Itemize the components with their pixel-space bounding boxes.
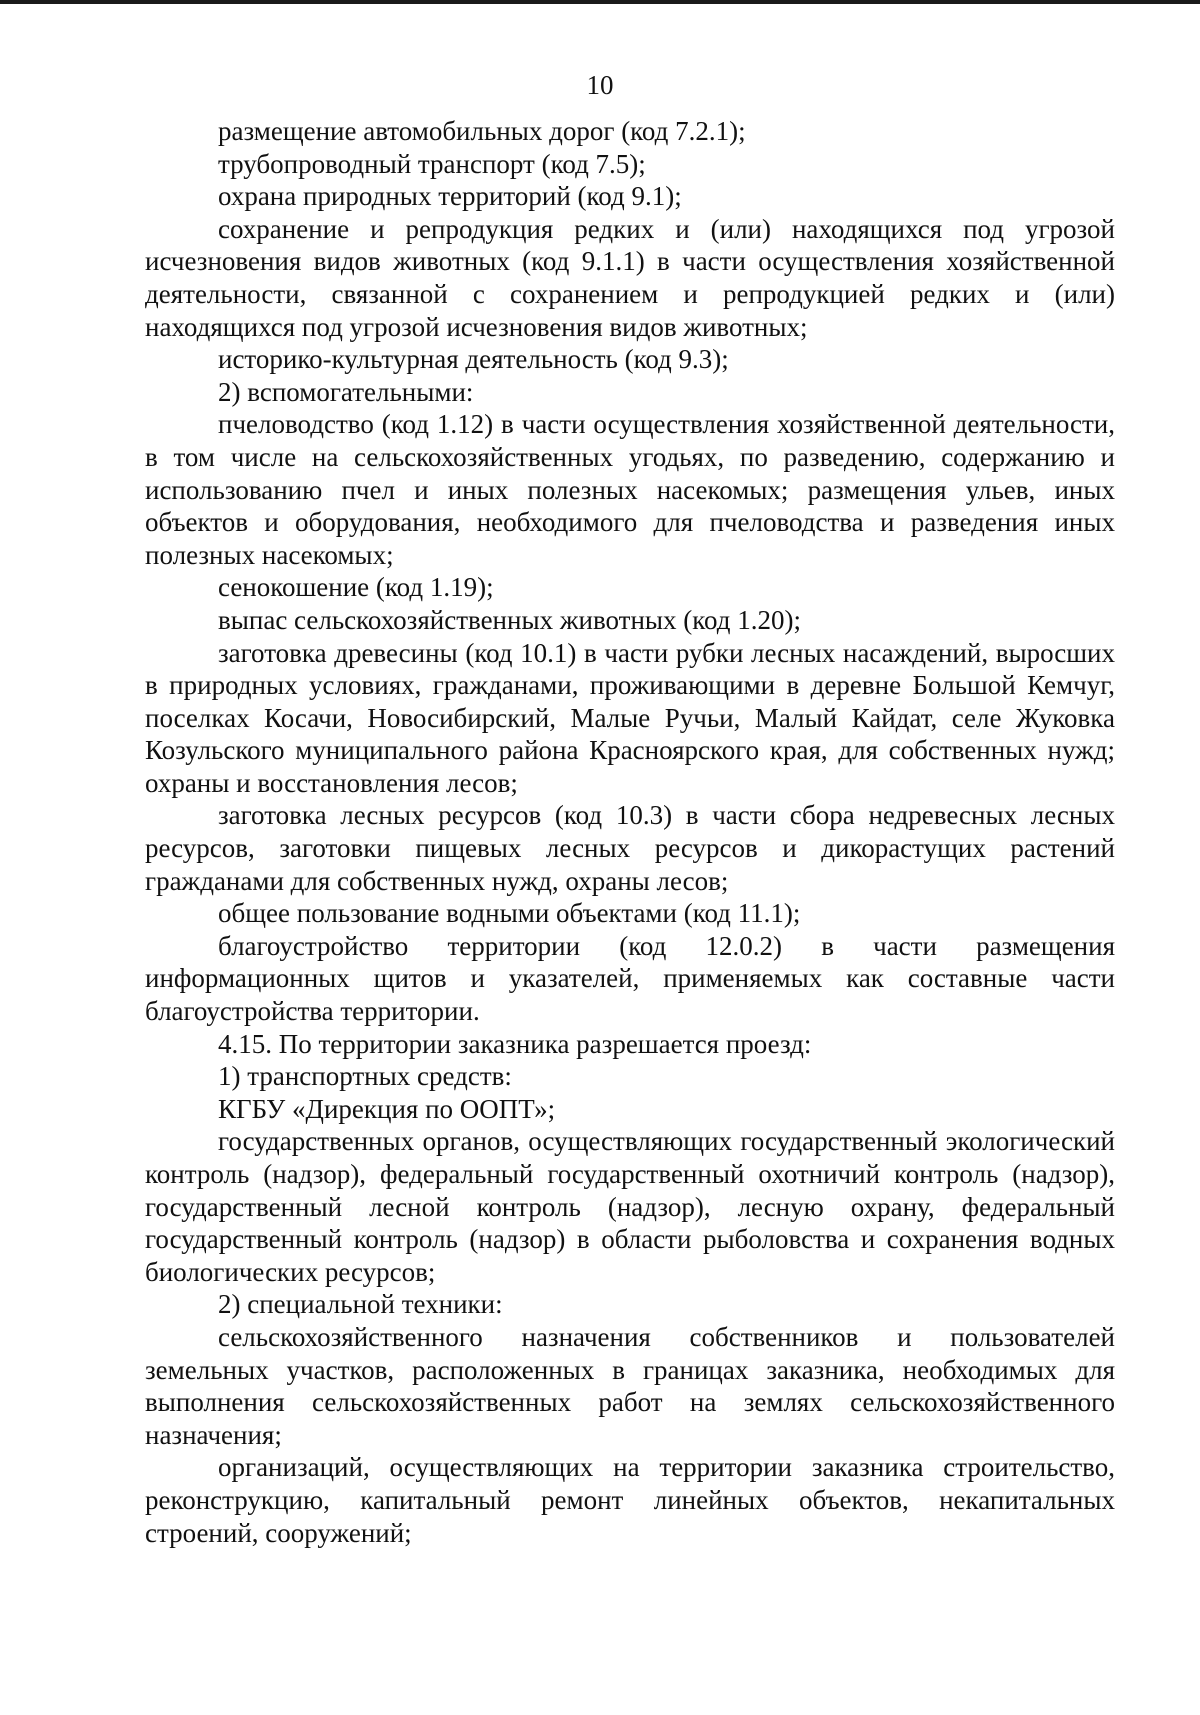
paragraph: сельскохозяйственного назначения собственников и пользователей земельных участков, расположенных в границах заказника, необходимых для выполнения сельскохозяйственных работ на землях сельскохозяйственного назначения; xyxy=(145,1321,1115,1450)
paragraph: благоустройство территории (код 12.0.2) в части размещения информационных щитов и указателей, применяемых как составные части благоустройства территории. xyxy=(145,930,1115,1027)
paragraph: организаций, осуществляющих на территории заказника строительство, реконструкцию, капитальный ремонт линейных объектов, некапитальных строений, сооружений; xyxy=(145,1452,1115,1548)
paragraph: заготовка лесных ресурсов (код 10.3) в части сбора недревесных лесных ресурсов, заготовки пищевых лесных ресурсов и дикорастущих растений гражданами для собственных нужд, охраны лесов; xyxy=(145,800,1115,896)
page-number: 10 xyxy=(586,70,614,100)
paragraph: общее пользование водными объектами (код 11.1); xyxy=(218,898,801,929)
paragraph: сохранение и репродукция редких и (или) находящихся под угрозой исчезновения видов животных (код 9.1.1) в части осуществления хозяйственной деятельности, связанной с сохранением и репродукцией редких и (или) находящихся под угрозой исчезновения видов животных; xyxy=(145,213,1115,342)
paragraph: 2) вспомогательными: xyxy=(218,376,474,407)
scan-top-edge xyxy=(0,0,1200,4)
paragraph: заготовка древесины (код 10.1) в части рубки лесных насаждений, выросших в природных условиях, гражданами, проживающими в деревне Большой Кемчуг, поселках Косачи, Новосибирский, Малые Ручьи, Малый Кайдат, селе Жуковка Козульского муниципального района Красноярского края, для собственных нужд; охраны и восстановления лесов; xyxy=(145,637,1115,798)
paragraph: трубопроводный транспорт (код 7.5); xyxy=(218,148,646,179)
document-body xyxy=(145,115,1115,1549)
paragraph: пчеловодство (код 1.12) в части осуществления хозяйственной деятельности, в том числе на сельскохозяйственных угодьях, по разведению, содержанию и использованию пчел и иных полезных насекомых; размещения ульев, иных объектов и оборудования, необходимого для пчеловодства и разведения иных полезных насекомых; xyxy=(145,409,1115,570)
paragraph: выпас сельскохозяйственных животных (код 1.20); xyxy=(218,604,801,635)
paragraph: КГБУ «Дирекция по ООПТ»; xyxy=(218,1093,556,1124)
paragraph: 1) транспортных средств: xyxy=(218,1061,512,1092)
paragraph: историко-культурная деятельность (код 9.3); xyxy=(218,344,729,375)
paragraph: размещение автомобильных дорог (код 7.2.1); xyxy=(218,116,746,146)
paragraph: 2) специальной техники: xyxy=(218,1289,503,1320)
paragraph: 4.15. По территории заказника разрешается проезд: xyxy=(218,1028,812,1059)
paragraph: охрана природных территорий (код 9.1); xyxy=(218,181,682,212)
paragraph: сенокошение (код 1.19); xyxy=(218,572,494,603)
paragraph: государственных органов, осуществляющих государственный экологический контроль (надзор), федеральный государственный охотничий контроль (надзор), государственный лесной контроль (надзор), лесную охрану, федеральный государственный контроль (надзор) в области рыболовства и сохранения водных биологических ресурсов; xyxy=(145,1126,1115,1287)
